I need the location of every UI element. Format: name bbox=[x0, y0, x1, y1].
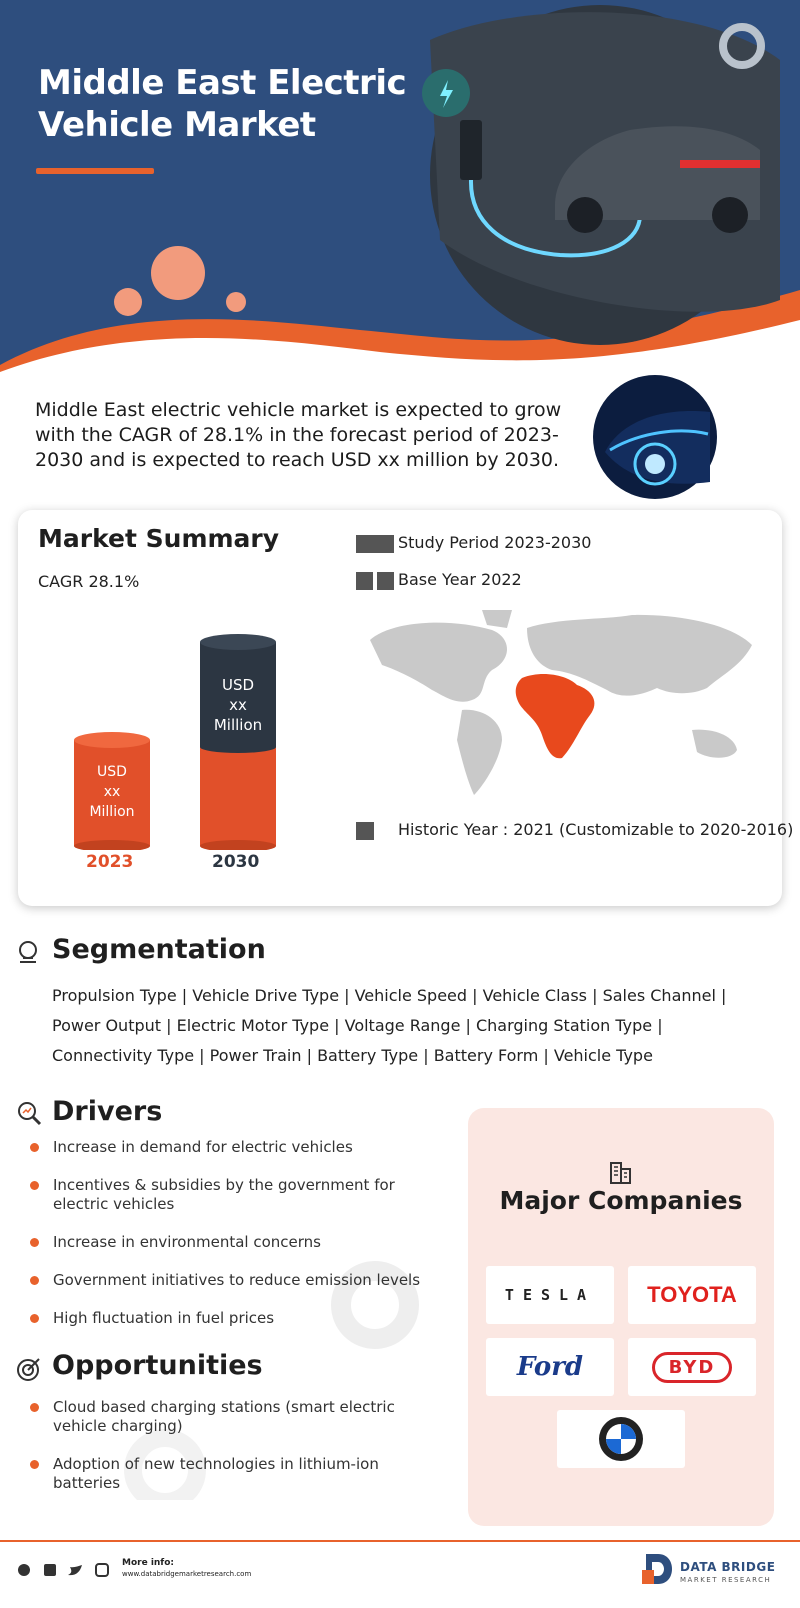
brand-tagline: MARKET RESEARCH bbox=[680, 1576, 772, 1584]
segmentation-title: Segmentation bbox=[52, 934, 266, 965]
segmentation-line-2: Power Output | Electric Motor Type | Voltage Range | Charging Station Type | bbox=[52, 1016, 663, 1035]
ev-headlight-image bbox=[580, 372, 730, 502]
base-year-legend-icon bbox=[356, 572, 394, 590]
charger-icon bbox=[460, 120, 482, 180]
brand-name: DATA BRIDGE bbox=[680, 1560, 776, 1574]
instagram-icon bbox=[96, 1564, 108, 1576]
more-info-label: More info: bbox=[122, 1558, 175, 1568]
driver-item: Government initiatives to reduce emission levels bbox=[53, 1271, 421, 1289]
africa-highlight bbox=[516, 674, 595, 758]
bar-2023-line2: xx bbox=[103, 784, 121, 800]
historic-year-text: Historic Year : 2021 (Customizable to 2020-2016) bbox=[398, 820, 794, 839]
opportunity-item: Adoption of new technologies in lithium-ion batteries bbox=[53, 1455, 379, 1492]
bar-2023-line1: USD bbox=[97, 764, 127, 780]
footer-divider bbox=[0, 1540, 800, 1542]
bullet-dot bbox=[30, 1238, 39, 1247]
bar-2030-line2: xx bbox=[229, 696, 247, 714]
cylinder-2030-bottom bbox=[200, 745, 276, 846]
year-2023: 2023 bbox=[86, 852, 134, 872]
segmentation-line-1: Propulsion Type | Vehicle Drive Type | Vehicle Speed | Vehicle Class | Sales Channel | bbox=[52, 986, 727, 1005]
cagr-text: CAGR 28.1% bbox=[38, 572, 140, 591]
title-line-2: Vehicle Market bbox=[38, 105, 316, 145]
opportunity-item: Cloud based charging stations (smart electric vehicle charging) bbox=[53, 1398, 395, 1435]
building-icon bbox=[608, 1160, 634, 1186]
title-underline bbox=[36, 168, 154, 174]
bullet-dot bbox=[30, 1181, 39, 1190]
header-banner bbox=[0, 0, 800, 380]
social-icons bbox=[16, 1560, 116, 1580]
study-period-text: Study Period 2023-2030 bbox=[398, 533, 592, 552]
base-year-text: Base Year 2022 bbox=[398, 570, 522, 589]
tesla-logo bbox=[486, 1266, 614, 1324]
driver-item: High fluctuation in fuel prices bbox=[53, 1309, 275, 1327]
intro-text: Middle East electric vehicle market is expected to grow with the CAGR of 28.1% in the forecast period of 2023-2030 and is expected to reach USD xx million by 2030. bbox=[35, 399, 562, 471]
market-summary-title: Market Summary bbox=[38, 524, 280, 553]
world-map bbox=[362, 610, 762, 810]
bmw-logo bbox=[557, 1410, 685, 1468]
website-link[interactable]: www.databridgemarketresearch.com bbox=[122, 1570, 252, 1578]
segmentation-icon bbox=[14, 938, 42, 966]
bullet-dot bbox=[30, 1314, 39, 1323]
toyota-wordmark: TOYOTA bbox=[647, 1282, 737, 1307]
drivers-title: Drivers bbox=[52, 1096, 163, 1127]
segmentation-line-3: Connectivity Type | Power Train | Battery Type | Battery Form | Vehicle Type bbox=[52, 1046, 653, 1065]
ford-logo bbox=[486, 1338, 614, 1396]
tesla-wordmark: TESLA bbox=[504, 1286, 596, 1304]
driver-item: Incentives & subsidies by the government for electric vehicles bbox=[53, 1176, 395, 1213]
bar-2030-label bbox=[200, 675, 276, 735]
driver-item: Increase in demand for electric vehicles bbox=[53, 1138, 353, 1156]
facebook-icon bbox=[44, 1564, 56, 1576]
bullet-dot bbox=[30, 1143, 39, 1152]
ford-wordmark: Ford bbox=[516, 1352, 584, 1382]
byd-wordmark: BYD bbox=[668, 1356, 716, 1378]
driver-item: Increase in environmental concerns bbox=[53, 1233, 321, 1251]
data-bridge-logo-icon bbox=[640, 1550, 674, 1590]
whatsapp-icon bbox=[18, 1564, 30, 1576]
bullet-dot bbox=[30, 1460, 39, 1469]
bar-2023-label bbox=[74, 762, 150, 822]
title-line-1: Middle East Electric bbox=[38, 63, 407, 103]
bmw-roundel-icon bbox=[597, 1415, 645, 1463]
study-period-legend-icon bbox=[356, 535, 394, 553]
drivers-icon bbox=[16, 1100, 42, 1126]
page-title bbox=[38, 62, 418, 146]
bullet-dot bbox=[30, 1403, 39, 1412]
bar-2030-line1: USD bbox=[221, 676, 255, 694]
byd-oval bbox=[652, 1352, 733, 1383]
major-companies-title: Major Companies bbox=[499, 1186, 743, 1215]
year-2030: 2030 bbox=[212, 852, 260, 872]
twitter-icon bbox=[68, 1565, 82, 1575]
toyota-logo bbox=[628, 1266, 756, 1324]
bar-2023-line3: Million bbox=[89, 804, 135, 820]
bar-2030-line3: Million bbox=[213, 716, 263, 734]
byd-logo bbox=[628, 1338, 756, 1396]
opportunities-title: Opportunities bbox=[52, 1350, 263, 1381]
historic-year-legend-icon bbox=[356, 822, 374, 840]
bullet-dot bbox=[30, 1276, 39, 1285]
opportunities-target-icon bbox=[16, 1356, 42, 1382]
